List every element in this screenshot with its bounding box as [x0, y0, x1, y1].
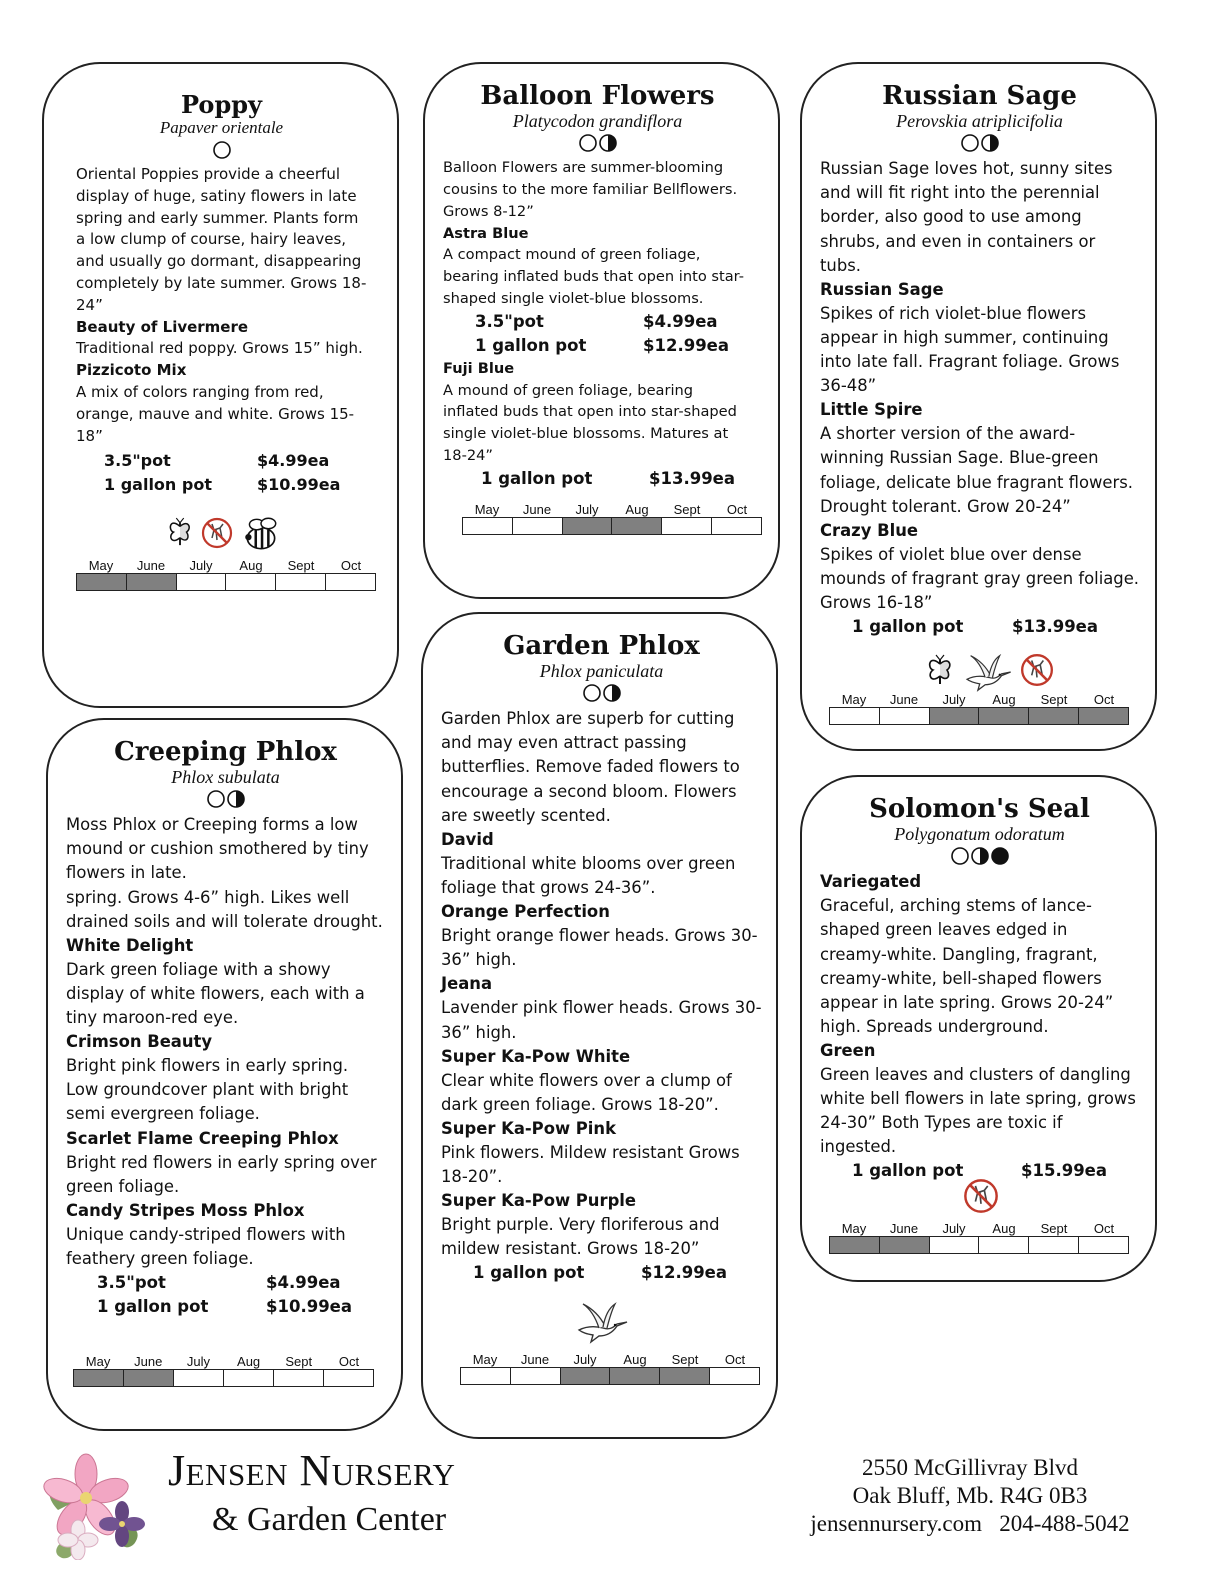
plant-latin-name: Papaver orientale [159, 118, 284, 138]
month-label: Aug [625, 502, 649, 517]
month-label: Aug [623, 1352, 647, 1367]
bloom-calendar [829, 1221, 1129, 1254]
pot-size: 1 gallon pot [473, 1263, 585, 1283]
month-label: Aug [239, 558, 263, 573]
variety-description: Lavender pink flower heads. Grows 30-36” high. [441, 998, 762, 1042]
sun-requirement [443, 133, 752, 155]
contact-line [790, 1510, 1150, 1538]
plant-description [66, 813, 385, 1319]
city-address: Oak Bluff, Mb. R4G 0B3 [852, 1483, 1088, 1508]
month-label: July [942, 1221, 966, 1236]
attribute-icons [962, 1177, 1000, 1215]
sun-requirement [820, 846, 1139, 868]
card-creeping-phlox [46, 718, 403, 1431]
variety-description: Green leaves and clusters of dangling white bell flowers in late spring, grows 24-30” Both Types are toxic if ingested. [820, 1065, 1136, 1157]
bloom-cell [978, 1237, 1028, 1253]
variety-name: Little Spire [820, 400, 923, 420]
month-label: Sept [287, 558, 315, 573]
variety-description: Graceful, arching stems of lance-shaped green leaves edged in creamy-white. Dangling, fragrant, creamy-white, bell-shaped flowers appear in late spring. Grows 20-24” high. Spreads underground. [820, 896, 1114, 1036]
pot-size: 3.5"pot [97, 1273, 166, 1293]
butterfly-icon [166, 516, 194, 550]
variety-name: Jeana [441, 974, 493, 994]
month-label: July [189, 558, 213, 573]
part-shade-icon [970, 846, 990, 866]
bloom-cell [176, 574, 226, 590]
card-russian-sage [800, 62, 1157, 751]
sun-requirement [66, 789, 385, 811]
plant-title: Solomon's Seal [869, 794, 1090, 824]
month-label: Sept [671, 1352, 699, 1367]
month-label: June [136, 558, 166, 573]
bloom-cell-active [77, 574, 126, 590]
variety-name: Crazy Blue [820, 520, 918, 540]
plant-description [820, 870, 1139, 1183]
month-label: Sept [285, 1354, 313, 1369]
bloom-cell [275, 574, 325, 590]
part-shade-icon [602, 683, 622, 703]
bloom-cell [709, 1368, 759, 1384]
variety-name: Beauty of Livermere [76, 317, 249, 336]
bloom-bar [462, 517, 762, 535]
bloom-cell-active [1078, 708, 1128, 724]
variety-name: Pizzicoto Mix [76, 361, 187, 380]
part-shade-icon [226, 789, 246, 809]
variety-description: Spikes of violet blue over dense mounds of fragrant gray green foliage. Grows 16-18” [820, 544, 1139, 612]
variety-name: Fuji Blue [443, 359, 515, 377]
bee-icon [240, 516, 282, 552]
variety-name: Super Ka-Pow Purple [441, 1191, 637, 1211]
plant-latin-name: Platycodon grandiflora [512, 110, 683, 131]
price: $4.99ea [266, 1273, 341, 1293]
variety-name: Scarlet Flame Creeping Phlox [66, 1128, 339, 1148]
price-row [76, 473, 367, 497]
description-text: Oriental Poppies provide a cheerful display of huge, satiny flowers in late spring and early summer. Plants form a low clump of course, hairy leaves, and usually go dormant, disappearing completely by late summer. Grows 18-24” [76, 164, 367, 314]
variety-name: Super Ka-Pow Pink [441, 1118, 616, 1138]
price: $10.99ea [257, 475, 341, 495]
price: $13.99ea [649, 468, 735, 488]
month-label: June [889, 1221, 919, 1236]
full-sun-icon [950, 846, 970, 866]
price: $4.99ea [643, 311, 718, 331]
month-label: May [841, 1221, 867, 1236]
month-label: Oct [726, 502, 748, 517]
month-label: Oct [1093, 1221, 1115, 1236]
month-label: Sept [673, 502, 701, 517]
pot-size: 1 gallon pot [104, 475, 212, 495]
price-row [441, 1261, 762, 1285]
description-text: Moss Phlox or Creeping forms a low mound or cushion smothered by tiny flowers in late. spring. Grows 4-6” high. Likes well drained soils and will tolerate drought. [66, 815, 383, 931]
month-label: July [575, 502, 599, 517]
deer-resistant-icon [1019, 652, 1055, 688]
sun-requirement [76, 140, 367, 162]
price-row [443, 310, 752, 334]
plant-title: Balloon Flowers [480, 81, 715, 111]
sun-requirement [820, 133, 1139, 155]
full-sun-icon [206, 789, 226, 809]
card-solomons-seal [800, 775, 1157, 1282]
month-label: May [841, 692, 867, 707]
variety-name: Astra Blue [443, 224, 529, 242]
bloom-cell-active [929, 708, 979, 724]
variety-description: Spikes of rich violet-blue flowers appear in high summer, continuing into late fall. Fragrant foliage. Grows 36-48” [820, 303, 1120, 396]
month-label: Aug [992, 692, 1016, 707]
bloom-cell-active [560, 1368, 610, 1384]
sun-requirement [441, 683, 762, 705]
description-text: Balloon Flowers are summer-blooming cousins to the more familiar Bellflowers. Grows 8-12” [443, 159, 738, 220]
variety-description: Bright purple. Very floriferous and mildew resistant. Grows 18-20” [441, 1215, 720, 1259]
hummingbird-icon [961, 652, 1013, 692]
bloom-cell [879, 708, 929, 724]
brand-subtitle: & Garden Center [212, 1501, 447, 1538]
bloom-cell-active [562, 518, 612, 534]
plant-description [443, 157, 752, 491]
full-sun-icon [212, 140, 232, 160]
pot-size: 1 gallon pot [475, 335, 587, 355]
full-sun-icon [582, 683, 602, 703]
deer-resistant-icon [200, 516, 234, 550]
price: $10.99ea [266, 1297, 352, 1317]
bloom-cell [273, 1370, 323, 1386]
month-label: Aug [992, 1221, 1016, 1236]
variety-description: Bright pink flowers in early spring. Low groundcover plant with bright semi evergreen foliage. [66, 1056, 349, 1124]
bloom-calendar [73, 1354, 374, 1387]
plant-description [441, 707, 762, 1285]
price-row [66, 1295, 385, 1319]
bloom-cell-active [74, 1370, 123, 1386]
variety-name: White Delight [66, 935, 194, 955]
month-label: July [573, 1352, 597, 1367]
bloom-cell [510, 1368, 560, 1384]
variety-description: Dark green foliage with a showy display of white flowers, each with a tiny maroon-red eye. [66, 959, 365, 1028]
month-label: Oct [1093, 692, 1115, 707]
month-label: June [520, 1352, 550, 1367]
variety-description: Unique candy-striped flowers with feathery green foliage. [66, 1224, 346, 1268]
price: $15.99ea [1021, 1161, 1107, 1181]
bloom-cell [1028, 1237, 1078, 1253]
price-row [76, 449, 367, 473]
month-label: July [186, 1354, 210, 1369]
plant-latin-name: Polygonatum odoratum [894, 823, 1065, 844]
bloom-cell-active [830, 1237, 879, 1253]
bloom-cell [512, 518, 562, 534]
variety-description: A compact mound of green foliage, bearing inflated buds that open into star-shaped single violet-blue blossoms. [443, 246, 744, 308]
bloom-cell [461, 1368, 510, 1384]
month-label: July [942, 692, 966, 707]
bloom-bar [460, 1367, 760, 1385]
price: $12.99ea [643, 335, 729, 355]
month-label: Oct [340, 558, 362, 573]
variety-description: A shorter version of the award-winning Russian Sage. Blue-green foliage, delicate blue fragrant flowers. Drought tolerant. Grow 20-24” [820, 424, 1133, 516]
variety-description: Pink flowers. Mildew resistant Grows 18-20”. [441, 1142, 740, 1187]
street-address: 2550 McGillivray Blvd [862, 1455, 1078, 1480]
attribute-icons [925, 652, 1055, 692]
bloom-cell-active [1028, 708, 1078, 724]
bloom-cell [325, 574, 375, 590]
variety-description: A mix of colors ranging from red, orange, mauve and white. Grows 15-18” [76, 382, 355, 445]
price: $4.99ea [257, 451, 330, 471]
bloom-cell-active [611, 518, 661, 534]
price-row [820, 615, 1139, 639]
variety-name: David [441, 829, 494, 849]
bloom-cell-active [609, 1368, 659, 1384]
part-shade-icon [598, 133, 618, 153]
bloom-months [460, 1352, 760, 1367]
price-row [443, 334, 752, 358]
bloom-months [829, 692, 1129, 707]
full-sun-icon [960, 133, 980, 153]
bloom-cell-active [978, 708, 1028, 724]
plant-title: Creeping Phlox [114, 737, 337, 767]
bloom-calendar [829, 692, 1129, 725]
pot-size: 3.5"pot [475, 311, 544, 331]
bloom-cell [830, 708, 879, 724]
bloom-calendar [460, 1352, 760, 1385]
brand-name: Jensen Nursery [168, 1446, 456, 1495]
variety-description: Clear white flowers over a clump of dark green foliage. Grows 18-20”. [441, 1070, 732, 1114]
variety-name: Super Ka-Pow White [441, 1046, 631, 1066]
variety-name: Green [820, 1040, 876, 1060]
month-label: June [134, 1354, 163, 1369]
month-label: Oct [724, 1352, 746, 1367]
bloom-months [76, 558, 376, 573]
variety-name: Orange Perfection [441, 902, 610, 922]
price-row [66, 1271, 385, 1295]
bloom-cell [661, 518, 711, 534]
bloom-cell [463, 518, 512, 534]
flower-logo [38, 1440, 148, 1560]
month-label: Oct [338, 1354, 360, 1369]
month-label: May [472, 1352, 498, 1367]
bloom-cell [1078, 1237, 1128, 1253]
bloom-bar [829, 707, 1129, 725]
plant-latin-name: Phlox subulata [171, 766, 280, 787]
month-label: May [88, 558, 114, 573]
price: $13.99ea [1012, 617, 1098, 637]
card-poppy [42, 62, 399, 708]
plant-title: Garden Phlox [503, 631, 700, 661]
website-link[interactable]: jensennursery.com [810, 1511, 982, 1536]
bloom-cell-active [879, 1237, 929, 1253]
variety-name: Variegated [820, 872, 922, 892]
month-label: Aug [237, 1354, 261, 1369]
bloom-cell [223, 1370, 273, 1386]
full-shade-icon [990, 846, 1010, 866]
month-label: June [889, 692, 919, 707]
bloom-cell [323, 1370, 373, 1386]
plant-latin-name: Perovskia atriplicifolia [896, 110, 1063, 131]
hummingbird-icon [573, 1300, 629, 1344]
bloom-months [829, 1221, 1129, 1236]
bloom-calendar [76, 558, 376, 591]
plant-title: Russian Sage [882, 81, 1077, 111]
deer-resistant-icon [962, 1177, 1000, 1215]
bloom-cell-active [659, 1368, 709, 1384]
bloom-cell [711, 518, 761, 534]
bloom-bar [829, 1236, 1129, 1254]
bloom-bar [73, 1369, 374, 1387]
pot-size: 1 gallon pot [852, 617, 964, 637]
pot-size: 1 gallon pot [852, 1161, 964, 1181]
attribute-icons [166, 516, 282, 552]
pot-size: 1 gallon pot [97, 1297, 209, 1317]
pot-size: 3.5"pot [104, 451, 171, 471]
variety-name: Crimson Beauty [66, 1032, 213, 1052]
bloom-months [462, 502, 762, 517]
bloom-cell [173, 1370, 223, 1386]
month-label: June [522, 502, 552, 517]
price: $12.99ea [641, 1263, 727, 1283]
address-block [790, 1454, 1150, 1538]
variety-description: Traditional red poppy. Grows 15” high. [76, 339, 363, 358]
butterfly-icon [925, 652, 955, 690]
bloom-bar [76, 573, 376, 591]
price-row [443, 467, 752, 491]
card-balloon-flowers [423, 62, 780, 599]
variety-description: A mound of green foliage, bearing inflated buds that open into star-shaped single violet-blue blossoms. Matures at 18-24” [443, 381, 737, 465]
plant-description [820, 157, 1139, 639]
full-sun-icon [578, 133, 598, 153]
plant-latin-name: Phlox paniculata [539, 660, 664, 681]
variety-name: Candy Stripes Moss Phlox [66, 1200, 305, 1220]
bloom-cell-active [123, 1370, 173, 1386]
plant-title: Poppy [181, 90, 262, 119]
variety-description: Bright orange flower heads. Grows 30-36” high. [441, 926, 758, 970]
description-text: Russian Sage loves hot, sunny sites and will fit right into the perennial border, also good to use among shrubs, and even in containers or tubs. [820, 159, 1113, 275]
month-label: May [85, 1354, 111, 1369]
bloom-months [73, 1354, 374, 1369]
month-label: Sept [1040, 1221, 1068, 1236]
part-shade-icon [980, 133, 1000, 153]
variety-description: Traditional white blooms over green foliage that grows 24-36”. [441, 853, 736, 897]
description-text: Garden Phlox are superb for cutting and may even attract passing butterflies. Remove faded flowers to encourage a second bloom. Flowers are sweetly scented. [441, 709, 740, 825]
phone-number[interactable]: 204-488-5042 [999, 1511, 1130, 1536]
pot-size: 1 gallon pot [481, 468, 593, 488]
variety-description: Bright red flowers in early spring over green foliage. [66, 1152, 377, 1196]
month-label: Sept [1040, 692, 1068, 707]
attribute-icons [573, 1300, 629, 1344]
variety-name: Russian Sage [820, 279, 944, 299]
bloom-calendar [462, 502, 762, 535]
month-label: May [474, 502, 500, 517]
bloom-cell [929, 1237, 979, 1253]
card-garden-phlox [421, 612, 778, 1439]
bloom-cell [225, 574, 275, 590]
plant-description [76, 164, 367, 497]
bloom-cell-active [126, 574, 176, 590]
